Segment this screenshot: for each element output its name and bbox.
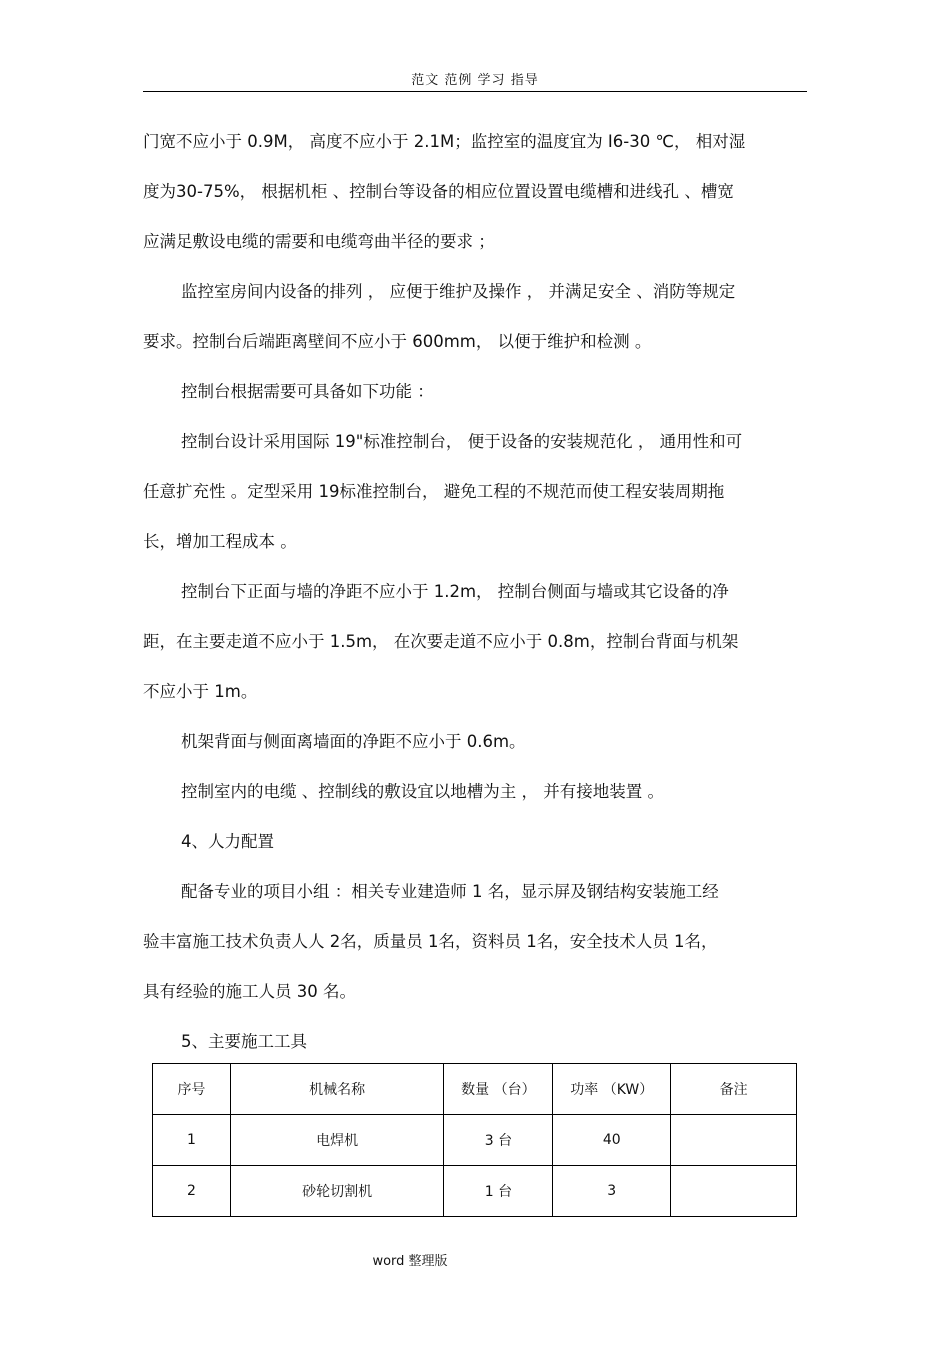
- body-line: 机架背面与侧面离墙面的净距不应小于 0.6m。: [181, 732, 526, 751]
- table-cell: 1 台: [444, 1166, 553, 1217]
- body-line: 配备专业的项目小组 ：相关专业建造师 1 名，显示屏及钢结构安装施工经: [181, 882, 719, 901]
- table-row: [153, 1115, 797, 1166]
- table-cell: 3: [553, 1166, 671, 1217]
- table-header-row: [153, 1064, 797, 1115]
- table-cell: 3 台: [444, 1115, 553, 1166]
- body-line: 应满足敷设电缆的需要和电缆弯曲半径的要求 ；: [143, 232, 495, 251]
- table-cell: 电焊机: [230, 1115, 444, 1166]
- body-line: 具有经验的施工人员 30 名。: [143, 982, 356, 1001]
- body-line: 不应小于 1m。: [143, 682, 258, 701]
- body-line: 度为30-75%， 根据机柜 、控制台等设备的相应位置设置电缆槽和进线孔 、槽宽: [143, 182, 734, 201]
- page-footer: word 整理版: [372, 1254, 448, 1269]
- table-header-cell: 备注: [671, 1064, 797, 1115]
- body-line: 监控室房间内设备的排列 ， 应便于维护及操作 ， 并满足安全 、消防等规定: [181, 282, 736, 301]
- table-cell: 1: [153, 1115, 231, 1166]
- body-line: 要求。控制台后端距离壁间不应小于 600mm， 以便于维护和检测 。: [143, 332, 652, 351]
- document-body: [143, 127, 807, 1077]
- table-header-cell: 序号: [153, 1064, 231, 1115]
- table-cell: 砂轮切割机: [230, 1166, 444, 1217]
- section-heading: 4、人力配置: [181, 832, 274, 851]
- table-row: [153, 1166, 797, 1217]
- body-line: 控制台根据需要可具备如下功能 ：: [181, 382, 434, 401]
- body-line: 控制台下正面与墙的净距不应小于 1.2m， 控制台侧面与墙或其它设备的净: [181, 582, 729, 601]
- table-cell: [671, 1115, 797, 1166]
- body-line: 长，增加工程成本 。: [143, 532, 297, 551]
- table-cell: 2: [153, 1166, 231, 1217]
- body-line: 控制台设计采用国际 19"标准控制台， 便于设备的安装规范化 ， 通用性和可: [181, 432, 743, 451]
- tools-table: [152, 1063, 797, 1217]
- body-line: 控制室内的电缆 、控制线的敷设宜以地槽为主 ， 并有接地装置 。: [181, 782, 664, 801]
- table-cell: [671, 1166, 797, 1217]
- body-line: 验丰富施工技术负责人人 2名，质量员 1名，资料员 1名，安全技术人员 1名，: [143, 932, 718, 951]
- table-header-cell: 机械名称: [230, 1064, 444, 1115]
- body-line: 距，在主要走道不应小于 1.5m， 在次要走道不应小于 0.8m，控制台背面与机架: [143, 632, 739, 651]
- body-line: 任意扩充性 。定型采用 19标准控制台， 避免工程的不规范而使工程安装周期拖: [143, 482, 725, 501]
- table-header-cell: 数量 （台）: [444, 1064, 553, 1115]
- header-divider: [143, 91, 807, 92]
- section-heading: 5、主要施工工具: [181, 1032, 307, 1051]
- body-line: 门宽不应小于 0.9M， 高度不应小于 2.1M；监控室的温度宜为 I6-30 ℃， 相对湿: [143, 132, 746, 151]
- page-header: 范文 范例 学习 指导: [411, 73, 539, 88]
- table-cell: 40: [553, 1115, 671, 1166]
- table-header-cell: 功率 （KW）: [553, 1064, 671, 1115]
